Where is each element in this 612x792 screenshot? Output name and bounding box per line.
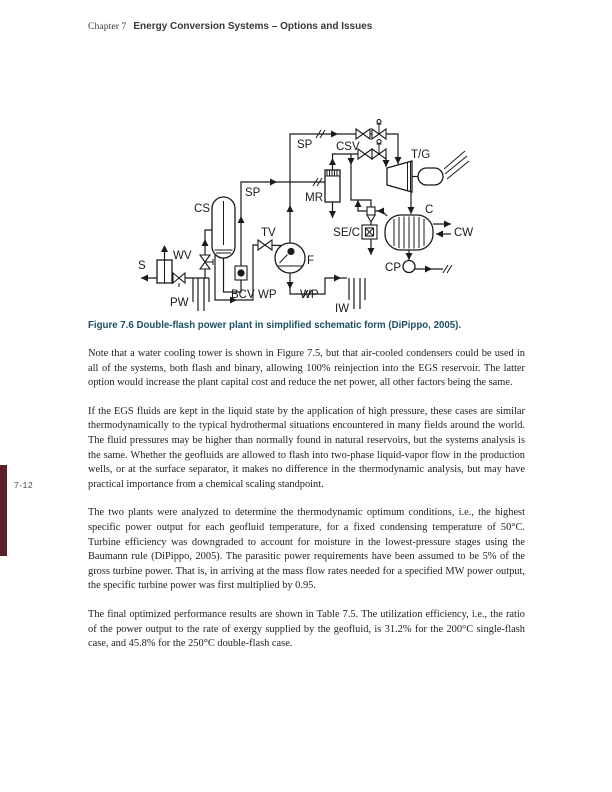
label-c: C: [425, 204, 434, 216]
transmission-lines-icon: [444, 151, 469, 179]
drain-valve: [173, 273, 185, 287]
label-tg: T/G: [411, 149, 431, 161]
body-paragraph: If the EGS fluids are kept in the liquid state by the application of high pressure, these cases are similar thermodynamically to the typical hydrothermal situations encountered in many fields around the world. The fluid pressures may be higher than normally found in natural reservoirs, but the systems analysis is the same. Whether the geofluids are allowed to flash into two-phase liquid-vapor flow in the production wells, or at the surface separator, it makes no difference in the thermodynamic analysis, but may have practical importance from a chemical scaling standpoint.: [88, 405, 525, 490]
label-cp: CP: [385, 262, 401, 274]
control-valve-csv: [372, 140, 386, 160]
margin-tab: [0, 465, 7, 556]
stop-valve-csv: [358, 149, 372, 159]
chapter-title: Energy Conversion Systems – Options and Issues: [133, 21, 373, 32]
production-well: [193, 278, 209, 311]
condensate-pump: [403, 261, 415, 273]
figure-schematic: [135, 108, 475, 320]
label-bcv: BCV: [231, 289, 255, 301]
ball-check-valve: [235, 266, 247, 280]
label-wv: WV: [173, 250, 192, 262]
wellhead-valve: [200, 255, 213, 269]
label-sp-top: SP: [297, 139, 313, 151]
throttle-valve: [258, 240, 272, 250]
label-pw: PW: [170, 297, 189, 309]
label-csv: CSV: [336, 141, 360, 153]
injection-well: [349, 278, 365, 309]
label-wp2: WP: [300, 289, 319, 301]
label-sec: SE/C: [333, 227, 360, 239]
label-tv: TV: [261, 227, 276, 239]
generator: [412, 168, 443, 185]
label-cs: CS: [194, 203, 210, 215]
label-wp1: WP: [258, 289, 277, 301]
moisture-remover: [325, 170, 340, 202]
label-iw: IW: [335, 303, 350, 315]
figure-caption: Figure 7.6 Double-flash power plant in simplified schematic form (DiPippo, 2005).: [88, 320, 462, 331]
label-cw: CW: [454, 227, 474, 239]
condenser: [385, 215, 433, 250]
body-paragraph: The final optimized performance results are shown in Table 7.5. The utilization efficiency, i.e., the ratio of the power output to the rate of exergy supplied by the geofluid, is 31.2% for the 200°C single-flash case, and 45.8% for the 250°C double-flash case.: [88, 608, 525, 650]
double-flash-schematic: [135, 108, 475, 320]
body-text: [88, 347, 525, 666]
turbine: [387, 161, 412, 192]
page-header: [88, 16, 372, 34]
flasher: [275, 243, 305, 273]
page-number: 7-12: [14, 480, 34, 490]
body-paragraph: The two plants were analyzed to determine the thermodynamic optimum conditions, i.e., the highest specific power output for each geofluid temperature, for a fixed condensing temperature of 50°C. Turbine efficiency was downgraded to account for moisture in the lowest-pressure stages using the Baumann rule (DiPippo, 2005). The parasitic power requirements have been assumed to be 5% of the gross turbine power. That is, in arriving at the mass flow rates needed for a specified MW power output, the specific turbine power was first multiplied by 0.95.: [88, 507, 525, 592]
chapter-label: Chapter 7: [88, 21, 127, 32]
cyclone-separator: [212, 197, 235, 258]
label-sp-mid: SP: [245, 187, 261, 199]
label-mr: MR: [305, 192, 323, 204]
silencer: [157, 250, 172, 283]
stop-valve-top-1: [356, 129, 370, 139]
label-f: F: [307, 255, 315, 267]
body-paragraph: Note that a water cooling tower is shown in Figure 7.5, but that air-cooled condensers could be used in all of the systems, both flash and binary, allowing 100% reinjection into the EGS reservoir. The latter option would increase the plant capital cost and reduce the net power, all other factors being the same.: [88, 348, 525, 389]
steam-ejector-condenser: [362, 207, 377, 239]
label-s: S: [138, 260, 146, 272]
control-valve-top: [372, 120, 386, 140]
